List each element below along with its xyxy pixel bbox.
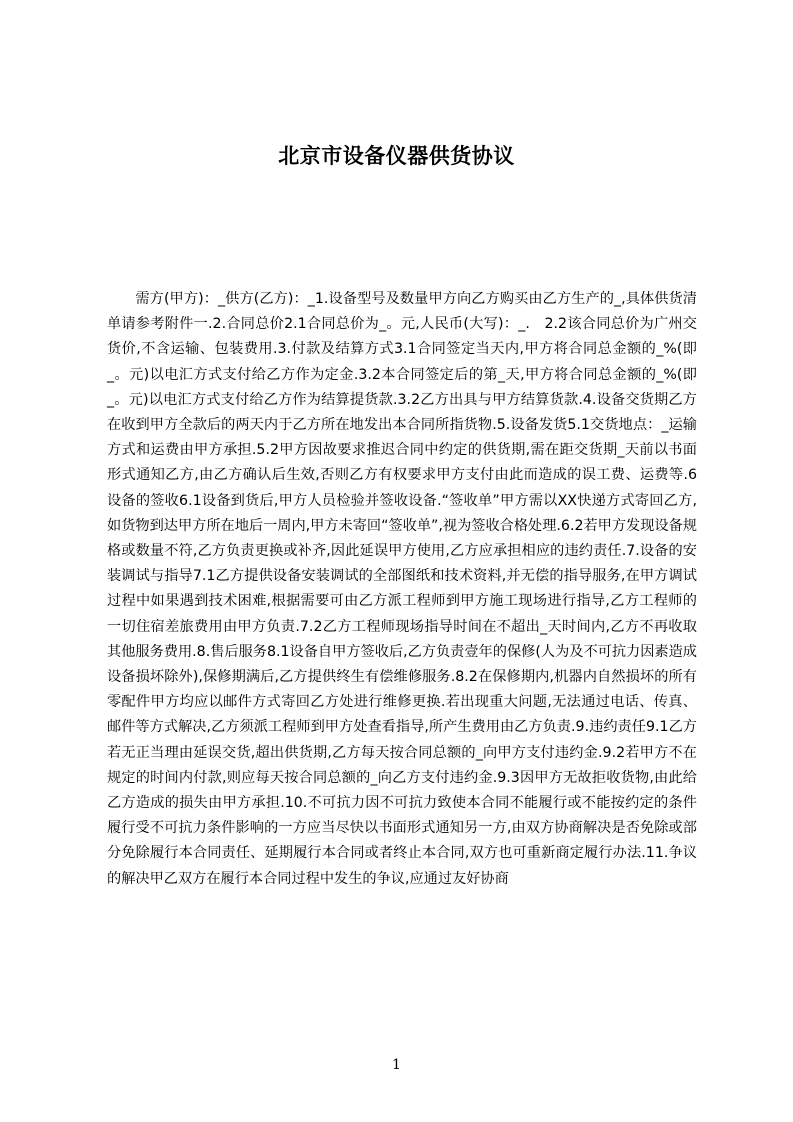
document-body: 需方(甲方)：_供方(乙方)：_1.设备型号及数量甲方向乙方购买由乙方生产的_,具体供货清单请参考附件一.2.合同总价2.1合同总价为_。元,人民币(大写)：_. 2.2该合同总价为广州交货价,不含运输、包装费用.3.付款及结算方式3.1合同签定当天内,甲方将合同总金额的_%(即_。元)以电汇方式支付给乙方作为定金.3.2本合同签定后的第_天,甲方将合同总金额的_%(即_。元)以电汇方式支付给乙方作为结算提货款.3.2乙方出具与甲方结算货款.4.设备交货期乙方在收到甲方全款后的两天内于乙方所在地发出本合同所指货物.5.设备发货5.1交货地点：_运输方式和运费由甲方承担.5.2甲方因故要求推迟合同中约定的供货期,需在距交货期_天前以书面形式通知乙方,由乙方确认后生效,否则乙方有权要求甲方支付由此而造成的误工费、运费等.6设备的签收6.1设备到货后,甲方人员检验并签收设备.“签收单”甲方需以XX快递方式寄回乙方,如货物到达甲方所在地后一周内,甲方未寄回“签收单”,视为签收合格处理.6.2若甲方发现设备规格或数量不符,乙方负责更换或补齐,因此延误甲方使用,乙方应承担相应的违约责任.7.设备的安装调试与指导7.1乙方提供设备安装调试的全部图纸和技术资料,并无偿的指导服务,在甲方调试过程中如果遇到技术困难,根据需要可由乙方派工程师到甲方施工现场进行指导,乙方工程师的一切住宿差旅费用由甲方负责.7.2乙方工程师现场指导时间在不超出_天时间内,乙方不再收取其他服务费用.8.售后服务8.1设备自甲方签收后,乙方负责壹年的保修(人为及不可抗力因素造成设备损坏除外),保修期满后,乙方提供终生有偿维修服务.8.2在保修期内,机器内自然损坏的所有零配件甲方均应以邮件方式寄回乙方处进行维修更换.若出现重大问题,无法通过电话、传真、邮件等方式解决,乙方须派工程师到甲方处查看指导,所产生费用由乙方负责.9.违约责任9.1乙方若无正当理由延误交货,超出供货期,乙方每天按合同总额的_向甲方支付违约金.9.2若甲方不在规定的时间内付款,则应每天按合同总额的_向乙方支付违约金.9.3因甲方无故拒收货物,由此给乙方造成的损失由甲方承担.10.不可抗力因不可抗力致使本合同不能履行或不能按约定的条件履行受不可抗力条件影响的一方应当尽快以书面形式通知另一方,由双方协商解决是否免除或部分免除履行本合同责任、延期履行本合同或者终止本合同,双方也可重新商定履行办法.11.争议的解决甲乙双方在履行本合同过程中发生的争议,应通过友好协商 <box>107 291 697 887</box>
document-title: 北京市设备仪器供货协议 <box>278 144 515 168</box>
page-number: 1 <box>392 1057 401 1073</box>
